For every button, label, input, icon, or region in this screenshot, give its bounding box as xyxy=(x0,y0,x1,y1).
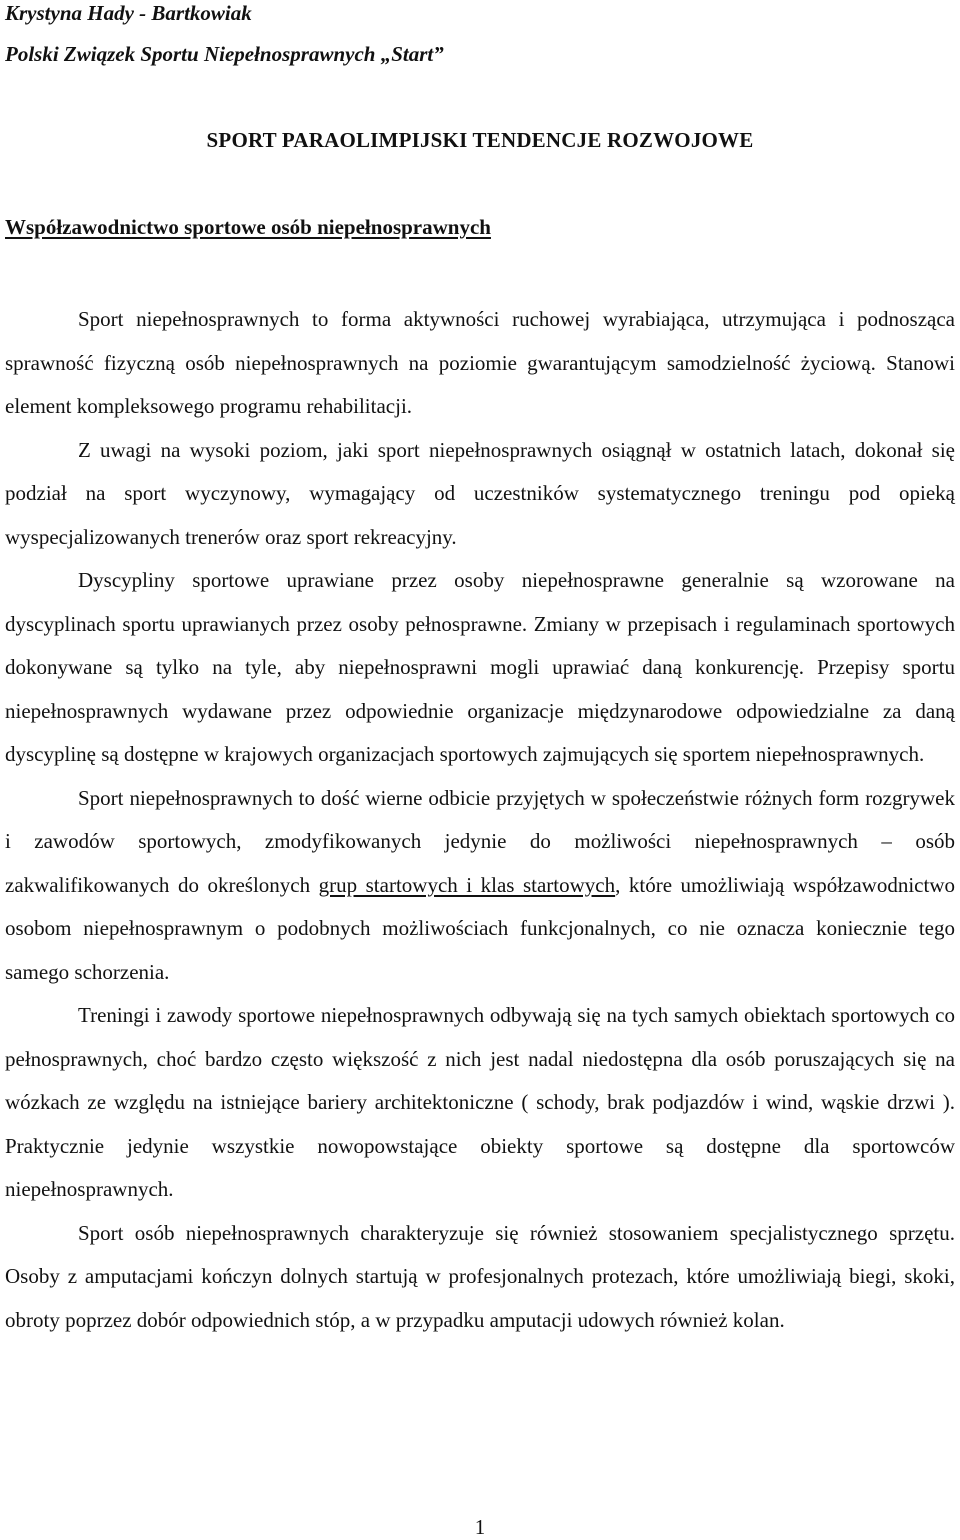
page-number: 1 xyxy=(474,1515,486,1539)
paragraph-4 xyxy=(5,777,955,995)
underlined-phrase-groups-and-classes: grup startowych i klas startowych xyxy=(318,872,616,897)
paragraph-4-text-start: Sport niepełnosprawnych to dość wierne odbicie przyjętych w społeczeństwie różnych form rozgrywek i zawodów sportowych, zmodyfikowanych jedynie do możliwości niepełnosprawnych – osób zakwalifikowanych do określonych xyxy=(5,785,955,897)
body-text xyxy=(5,298,955,1342)
section-heading: Współzawodnictwo sportowe osób niepełnosprawnych xyxy=(5,215,491,239)
paragraph-6: Sport osób niepełnosprawnych charakteryzuje się również stosowaniem specjalistycznego sprzętu. Osoby z amputacjami kończyn dolnych startują w profesjonalnych protezach, które umożliwiają biegi, skoki, obroty poprzez dobór odpowiednich stóp, a w przypadku amputacji udowych również kolan. xyxy=(5,1220,955,1332)
document-title: SPORT PARAOLIMPIJSKI TENDENCJE ROZWOJOWE xyxy=(206,128,754,152)
paragraph-4-text-end: , które umożliwiają współzawodnictwo osobom niepełnosprawnym o podobnych możliwościach funkcjonalnych, co nie oznacza koniecznie tego samego schorzenia. xyxy=(5,872,955,984)
paragraph-1: Sport niepełnosprawnych to forma aktywności ruchowej wyrabiająca, utrzymująca i podnosząca sprawność fizyczną osób niepełnosprawnych na poziomie gwarantującym samodzielność życiową. Stanowi element kompleksowego programu rehabilitacji. xyxy=(5,307,955,418)
paragraph-5: Treningi i zawody sportowe niepełnosprawnych odbywają się na tych samych obiektach sportowych co pełnosprawnych, choć bardzo często większość z nich jest nadal niedostępna dla osób poruszających się na wózkach ze względu na istniejące bariery architektoniczne ( schody, brak podjazdów i wind, wąskie drzwi ). Praktycznie jedynie wszystkie nowopowstające obiekty sportowe są dostępne dla sportowców niepełnosprawnych. xyxy=(5,1003,955,1201)
organization-name: Polski Związek Sportu Niepełnosprawnych „Start” xyxy=(5,42,444,66)
paragraph-2: Z uwagi na wysoki poziom, jaki sport niepełnosprawnych osiągnął w ostatnich latach, dokonał się podział na sport wyczynowy, wymagający od uczestników systematycznego treningu pod opieką wyspecjalizowanych trenerów oraz sport rekreacyjny. xyxy=(5,437,955,549)
author-name: Krystyna Hady - Bartkowiak xyxy=(5,1,252,25)
paragraph-3: Dyscypliny sportowe uprawiane przez osoby niepełnosprawne generalnie są wzorowane na dyscyplinach sportu uprawianych przez osoby pełnosprawne. Zmiany w przepisach i regulaminach sportowych dokonywane są tylko na tyle, aby niepełnosprawni mogli uprawiać daną konkurencję. Przepisy sportu niepełnosprawnych wydawane przez odpowiednie organizacje międzynarodowe odpowiedzialne za daną dyscyplinę są dostępne w krajowych organizacjach sportowych zajmujących się sportem niepełnosprawnych. xyxy=(5,568,955,766)
